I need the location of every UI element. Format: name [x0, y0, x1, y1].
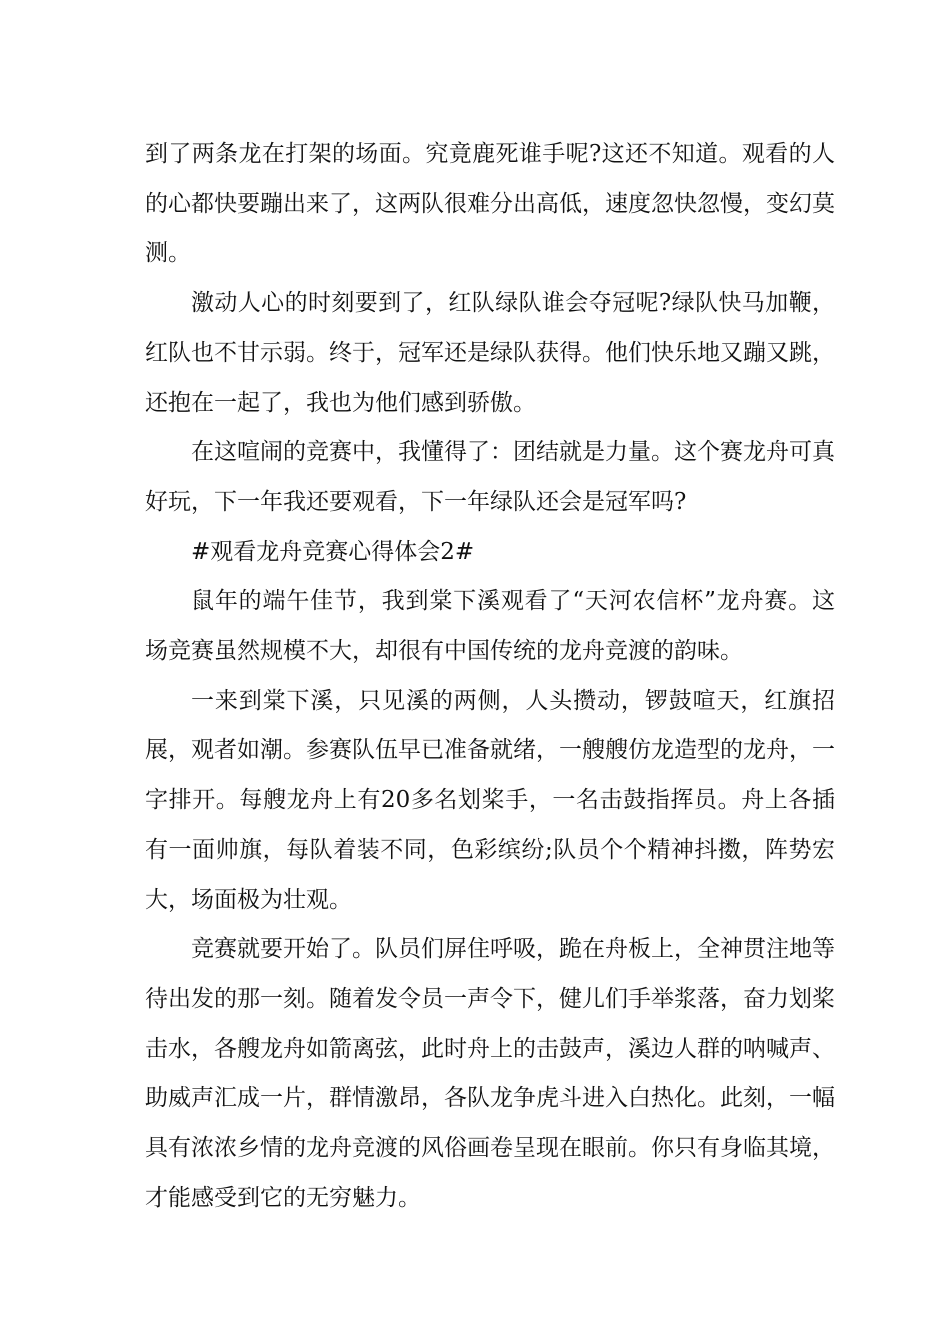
paragraph-victory: 激动人心的时刻要到了，红队绿队谁会夺冠呢?绿队快马加鞭，红队也不甘示弱。终于，冠军还是绿队获得。他们快乐地又蹦又跳，还抱在一起了，我也为他们感到骄傲。	[145, 290, 835, 416]
paragraph-scene: 一来到棠下溪，只见溪的两侧，人头攒动，锣鼓喧天，红旗招展，观者如潮。参赛队伍早已准备就绪，一艘艘仿龙造型的龙舟，一字排开。每艘龙舟上有20多名划桨手，一名击鼓指挥员。舟上各插有一面帅旗，每队着装不同，色彩缤纷;队员个个精神抖擞，阵势宏大，场面极为壮观。	[145, 687, 835, 913]
document-body	[145, 130, 835, 1223]
paragraph-race: 竞赛就要开始了。队员们屏住呼吸，跪在舟板上，全神贯注地等待出发的那一刻。随着发令员一声令下，健儿们手举浆落，奋力划桨击水，各艘龙舟如箭离弦，此时舟上的击鼓声，溪边人群的呐喊声、助威声汇成一片，群情激昂，各队龙争虎斗进入白热化。此刻，一幅具有浓浓乡情的龙舟竞渡的风俗画卷呈现在眼前。你只有身临其境，才能感受到它的无穷魅力。	[145, 936, 835, 1211]
paragraph-reflection: 在这喧闹的竞赛中，我懂得了：团结就是力量。这个赛龙舟可真好玩，下一年我还要观看，下一年绿队还会是冠军吗?	[145, 439, 835, 515]
section-heading: #观看龙舟竞赛心得体会2#	[191, 538, 475, 565]
paragraph-intro: 鼠年的端午佳节，我到棠下溪观看了“天河农信杯”龙舟赛。这场竞赛虽然规模不大，却很有中国传统的龙舟竞渡的韵味。	[145, 588, 835, 665]
paragraph-continuation: 到了两条龙在打架的场面。究竟鹿死谁手呢?这还不知道。观看的人的心都快要蹦出来了，这两队很难分出高低，速度忽快忽慢，变幻莫测。	[145, 141, 835, 267]
